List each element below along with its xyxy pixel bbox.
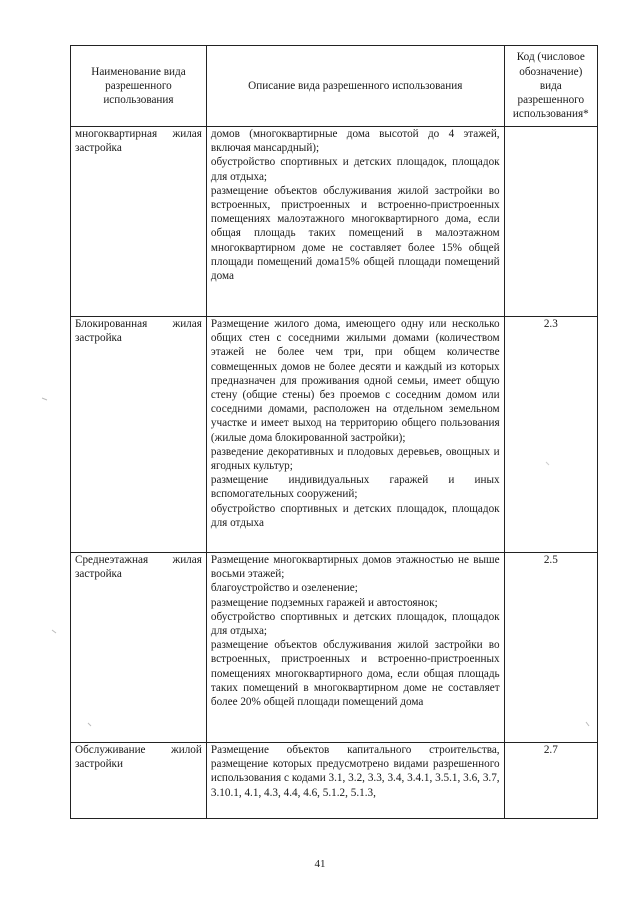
description-item: размещение объектов обслуживания жилой застройки во встроенных, пристроенных и встроенно-пристроенных помещениях малоэтажного многоквартирного дома, если общая площадь таких помещений в малоэтажном многоквартирном доме не составляет более 15% общей площади помещений дома15% общей площади помещений дома	[210, 184, 500, 283]
description-item: Размещение жилого дома, имеющего одну или несколько общих стен с соседними жилыми домами (количеством этажей не более чем три, при общем количестве совмещенных домов не более десяти и каждый из которых предназначен для проживания одной семьи, имеет общую стену (общие стены) без проемов с соседним домом или соседними домами, расположен на отдельном земельном участке и имеет выход на территорию общего пользования (жилые дома блокированной застройки);	[210, 318, 500, 444]
page-number: 41	[314, 858, 326, 870]
description-item: обустройство спортивных и детских площадок, площадок для отдыха	[210, 502, 500, 529]
use-code: 2.7	[504, 743, 597, 819]
description-item: домов (многоквартирные дома высотой до 4 этажей, включая мансардный);	[210, 128, 500, 155]
table-row	[71, 317, 598, 553]
table-row	[71, 743, 598, 819]
header-name: Наименование вида разрешенного использования	[71, 46, 207, 127]
table-row	[71, 553, 598, 743]
use-description	[206, 317, 504, 553]
use-description	[206, 127, 504, 317]
use-name: Блокированная жилая застройка	[71, 317, 207, 553]
land-use-table	[70, 45, 598, 819]
table-row	[71, 127, 598, 317]
use-description	[206, 743, 504, 819]
table-header-row	[71, 46, 598, 127]
use-name: многоквартирная жилая застройка	[71, 127, 207, 317]
header-description: Описание вида разрешенного использования	[206, 46, 504, 127]
description-item: Размещение многоквартирных домов этажностью не выше восьми этажей;	[210, 554, 500, 581]
use-code	[504, 127, 597, 317]
description-item: размещение объектов обслуживания жилой застройки во встроенных, пристроенных и встроенно-пристроенных помещениях многоквартирного дома, если общая площадь таких помещений в многоквартирном доме не составляет более 20% общей площади помещений дома	[210, 639, 500, 709]
use-code: 2.3	[504, 317, 597, 553]
description-item: благоустройство и озеленение;	[210, 582, 358, 595]
use-name: Обслуживание жилой застройки	[71, 743, 207, 819]
header-code: Код (числовое обозначение) вида разрешенного использования*	[504, 46, 597, 127]
description-item: разведение декоративных и плодовых деревьев, овощных и ягодных культур;	[210, 445, 500, 473]
description-item: обустройство спортивных и детских площадок, площадок для отдыха;	[210, 610, 500, 638]
description-item: размещение подземных гаражей и автостоянок;	[210, 596, 438, 609]
use-code: 2.5	[504, 553, 597, 743]
description-item: размещение индивидуальных гаражей и иных вспомогательных сооружений;	[210, 474, 500, 501]
use-description	[206, 553, 504, 743]
description-item: Размещение объектов капитального строительства, размещение которых предусмотрено видами разрешенного использования с кодами 3.1, 3.2, 3.3, 3.4, 3.4.1, 3.5.1, 3.6, 3.7, 3.10.1, 4.1, 4.3, 4.4, 4.6, 5.1.2, 5.1.3,	[210, 744, 500, 799]
description-item: обустройство спортивных и детских площадок, площадок для отдыха;	[210, 156, 500, 183]
use-name: Среднеэтажная жилая застройка	[71, 553, 207, 743]
